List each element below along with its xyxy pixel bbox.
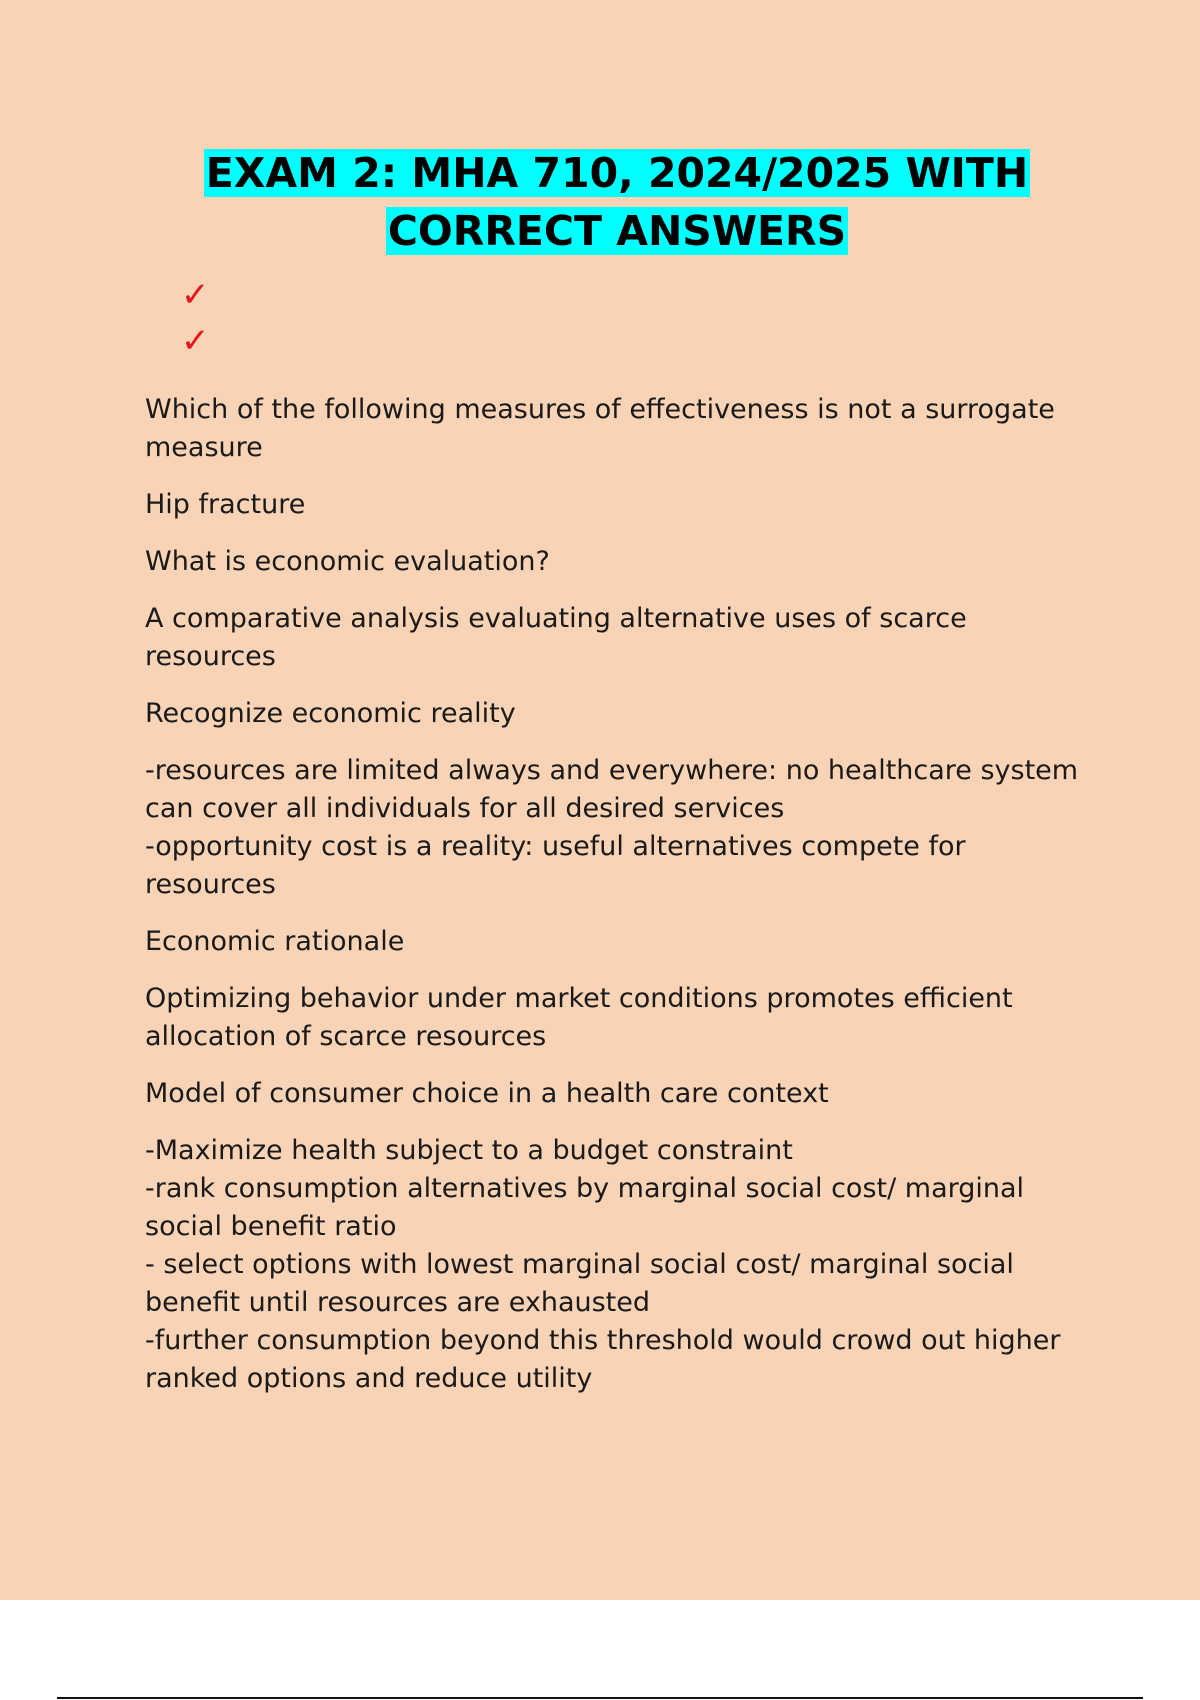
question-text: Model of consumer choice in a health care context <box>145 1078 829 1109</box>
answer-text <box>145 752 1085 904</box>
answer-text: A comparative analysis evaluating alternative uses of scarce resources <box>145 603 967 672</box>
document-title <box>100 144 1134 260</box>
answer-text: Optimizing behavior under market conditions promotes efficient allocation of scarce resources <box>145 983 1013 1052</box>
title-line-1: EXAM 2: MHA 710, 2024/2025 WITH <box>205 149 1029 197</box>
question-text: What is economic evaluation? <box>145 546 550 577</box>
answer-line: -opportunity cost is a reality: useful alternatives compete for resources <box>145 831 966 900</box>
checkmark-list <box>181 272 210 364</box>
answer-text <box>145 1132 1085 1398</box>
answer-line: -resources are limited always and everywhere: no healthcare system can cover all individuals for all desired services <box>145 755 1079 824</box>
checkmark-icon: ✓ <box>181 321 210 361</box>
answer-line: -further consumption beyond this threshold would crowd out higher ranked options and reduce utility <box>145 1325 1061 1394</box>
answer-line: -Maximize health subject to a budget constraint <box>145 1135 793 1166</box>
footer-divider <box>57 1697 1143 1699</box>
qa-content <box>145 391 1085 1417</box>
answer-line: -rank consumption alternatives by marginal social cost/ marginal social benefit ratio <box>145 1173 1025 1242</box>
title-line-2: CORRECT ANSWERS <box>387 207 847 255</box>
checkmark-icon: ✓ <box>181 275 210 315</box>
answer-line: - select options with lowest marginal social cost/ marginal social benefit until resources are exhausted <box>145 1249 1014 1318</box>
question-text: Recognize economic reality <box>145 698 516 729</box>
answer-text: Hip fracture <box>145 489 306 520</box>
question-text: Which of the following measures of effectiveness is not a surrogate measure <box>145 394 1055 463</box>
question-text: Economic rationale <box>145 926 405 957</box>
